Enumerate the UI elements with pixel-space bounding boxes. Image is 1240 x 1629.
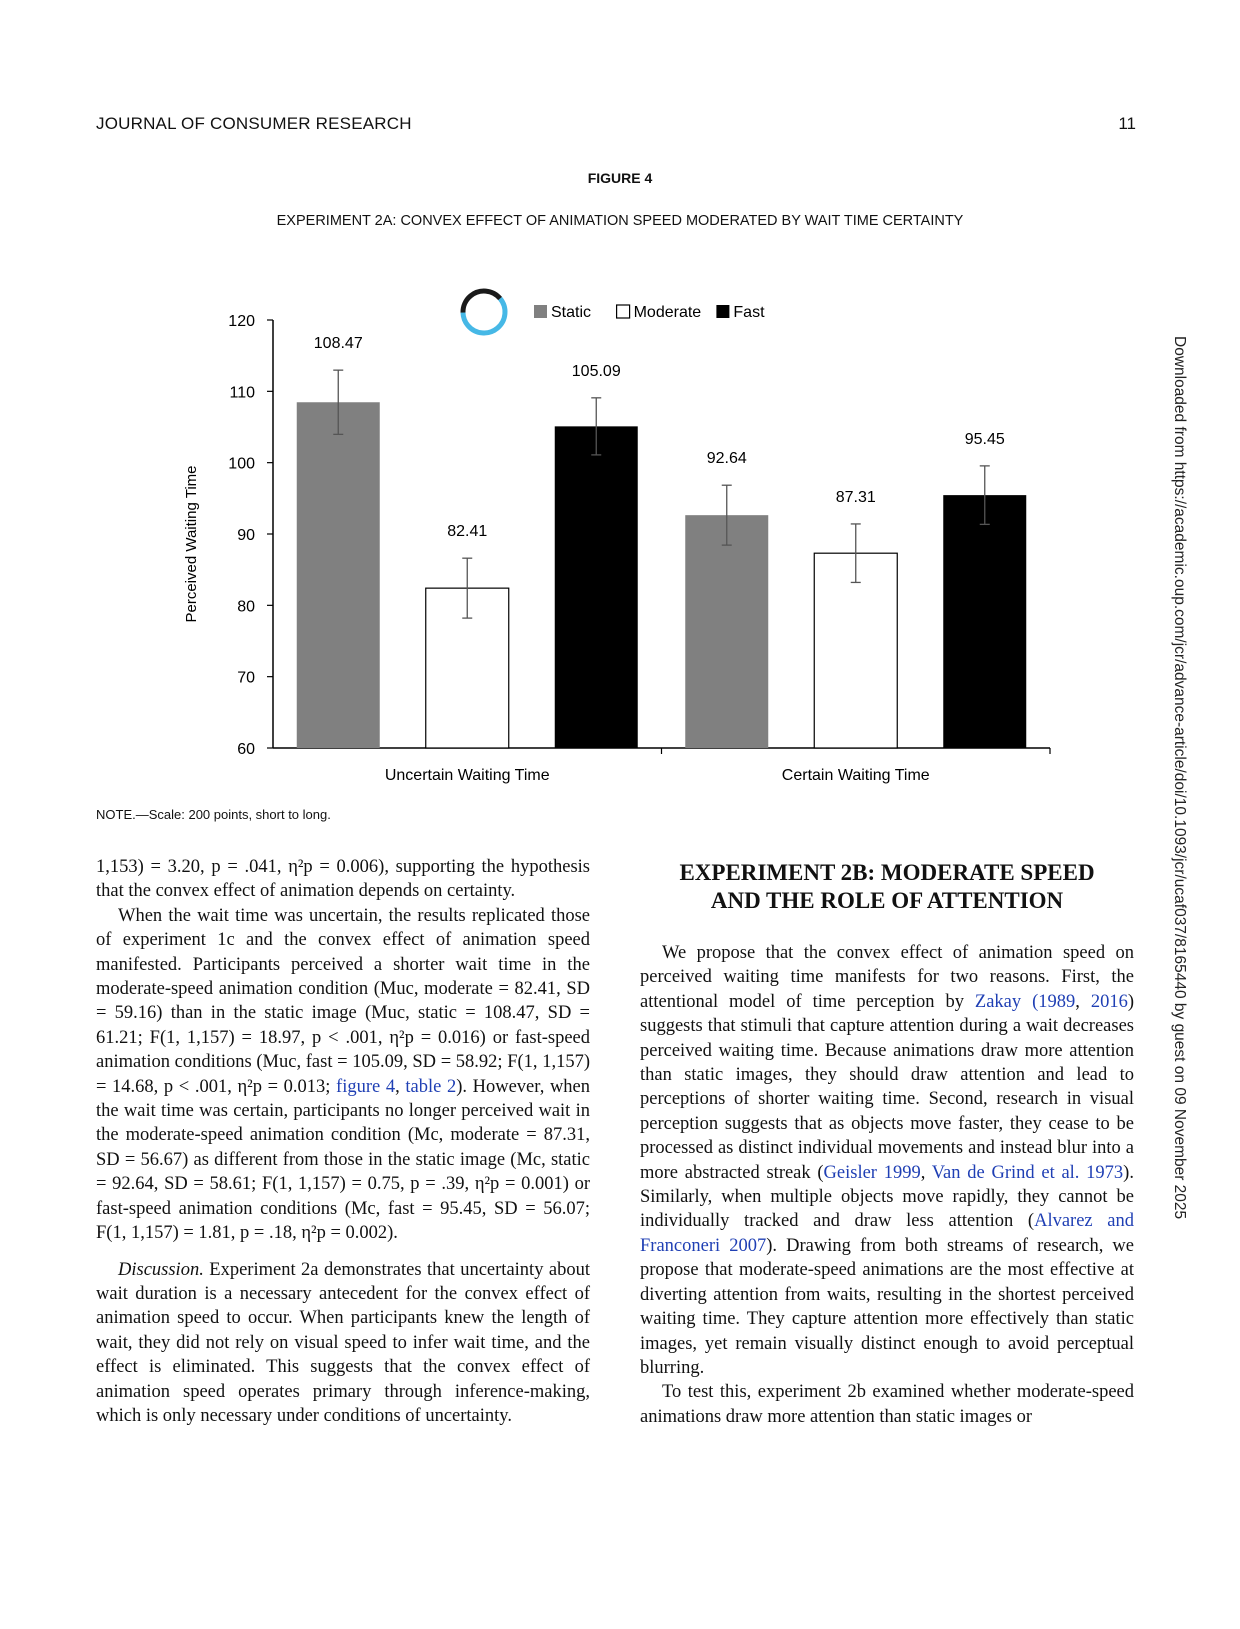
y-tick-label: 80 xyxy=(237,598,255,616)
y-tick-label: 60 xyxy=(237,741,255,758)
paragraph xyxy=(640,941,1134,1380)
bars xyxy=(297,335,1027,784)
data-label: 105.09 xyxy=(571,362,621,380)
text: ). However, when the wait time was certain, participants no longer perceived wait in the moderate-speed animation condition (Mc, moderate = 87.31, SD = 56.67) as different from those in the static image (Mc, static = 92.64, SD = 58.61; F(1, 1,157) = 0.75, p = .39, η²p = 0.001) or fast-speed animation conditions (Mc, fast = 95.45, SD = 56.07; F(1, 1,157) = 1.81, p = .18, η²p = 0.002). xyxy=(96,1076,591,1244)
alvarez-franconeri-link[interactable]: Alvarez and Franconeri 2007 xyxy=(640,1211,1134,1256)
section-heading xyxy=(640,859,1134,915)
y-tick-label: 110 xyxy=(229,384,255,402)
figure-title: EXPERIMENT 2A: CONVEX EFFECT OF ANIMATION SPEED MODERATED BY WAIT TIME CERTAINTY xyxy=(276,213,964,229)
figure-4-link[interactable]: figure 4 xyxy=(336,1076,396,1097)
data-label: 95.45 xyxy=(964,430,1005,448)
text: When the wait time was uncertain, the results replicated those of experiment 1c and the convex effect of animation speed manifested. Participants perceived a shorter wait time in the moderate-speed animation condition (Muc, moderate = 82.41, SD = 59.16) than in the static image (Muc, static = 108.47, SD = 61.21; F(1, 1,157) = 18.97, p < .001, η²p = 0.016) or fast-speed animation conditions (Muc, fast = 105.09, SD = 58.92; F(1, 1,157) = 14.68, p < .001, η²p = 0.013; xyxy=(96,905,590,1097)
loading-spinner-icon xyxy=(454,282,513,341)
data-label: 92.64 xyxy=(706,450,747,468)
van-de-grind-link[interactable]: Van de Grind et al. 1973 xyxy=(931,1162,1124,1183)
heading-line: EXPERIMENT 2B: MODERATE SPEED xyxy=(679,860,1095,885)
text: , xyxy=(1075,991,1091,1012)
y-tick-label: 90 xyxy=(237,527,255,544)
legend-swatch-moderate xyxy=(617,305,630,318)
zakay-2016-link[interactable]: 2016 xyxy=(1090,991,1128,1012)
y-axis-title: Perceived Waiting Time xyxy=(183,465,200,623)
table-2-link[interactable]: table 2 xyxy=(405,1076,457,1097)
text: , xyxy=(920,1162,932,1183)
download-note: Downloaded from https://academic.oup.com/jcr/advance-article/doi/10.1093/jcr/ucaf037/8165440 by guest on 09 November 2025 xyxy=(1171,336,1188,1220)
y-tick-label: 70 xyxy=(237,669,255,687)
data-label: 108.47 xyxy=(313,335,363,353)
legend-label: Fast xyxy=(733,304,765,321)
legend xyxy=(534,304,765,321)
running-head: JOURNAL OF CONSUMER RESEARCH xyxy=(96,114,412,133)
right-column xyxy=(640,855,1134,1429)
data-label: 82.41 xyxy=(447,523,488,541)
legend-swatch-fast xyxy=(716,305,729,318)
zakay-1989-link[interactable]: Zakay (1989 xyxy=(974,991,1076,1012)
bar-fast xyxy=(555,426,638,748)
paragraph xyxy=(96,904,590,1246)
y-tick-label: 100 xyxy=(228,455,255,473)
legend-swatch-static xyxy=(534,305,547,318)
text: We propose that the convex effect of animation speed on perceived waiting time manifests for two reasons. First, the attentional model of time perception by xyxy=(640,943,1134,1012)
text: ). Similarly, when multiple objects move rapidly, they cannot be individually tracked and draw less attention ( xyxy=(640,1162,1134,1232)
y-tick-label: 120 xyxy=(228,313,255,330)
data-label: 87.31 xyxy=(835,488,876,506)
legend-label: Static xyxy=(551,304,592,321)
text: , xyxy=(395,1076,406,1097)
bar-fast xyxy=(943,495,1026,748)
heading-line: AND THE ROLE OF ATTENTION xyxy=(710,888,1064,913)
legend-label: Moderate xyxy=(633,304,702,321)
figure-note: NOTE.—Scale: 200 points, short to long. xyxy=(96,807,331,822)
paragraph: 1,153) = 3.20, p = .041, η²p = 0.006), supporting the hypothesis that the convex effect of animation depends on certainty. xyxy=(96,857,590,902)
geisler-1999-link[interactable]: Geisler 1999 xyxy=(823,1162,921,1183)
x-category-label: Uncertain Waiting Time xyxy=(384,767,550,784)
figure-label: FIGURE 4 xyxy=(587,170,653,186)
text: ). Drawing from both streams of research, we propose that moderate-speed animations are the most effective at diverting attention from waits, resulting in the shortest perceived waiting time. They capture attention more effectively than static images, yet remain visually distinct enough to avoid perceptual blurring. xyxy=(640,1235,1134,1378)
discussion-label: Discussion. xyxy=(118,1259,204,1280)
discussion-paragraph xyxy=(96,1258,590,1429)
page-number: 11 xyxy=(1118,114,1136,133)
x-category-label: Certain Waiting Time xyxy=(781,767,930,784)
text: Experiment 2a demonstrates that uncertainty about wait duration is a necessary antecedent for the convex effect of animation speed to occur. When participants knew the length of wait, they did not rely on visual speed to infer wait time, and the effect is eliminated. This suggests that the convex effect of animation speed operates primary through inference-making, which is only necessary under conditions of uncertainty. xyxy=(96,1259,590,1426)
paragraph: To test this, experiment 2b examined whether moderate-speed animations draw more attention than static images or xyxy=(640,1382,1134,1427)
bar-static xyxy=(297,402,380,748)
left-column xyxy=(96,855,590,1428)
text: ) suggests that stimuli that capture attention during a wait decreases perceived waiting time. Because animations draw more attention than static images, they should draw attention and lead to perceptions of shorter waiting time. Second, research in visual perception suggests that as objects move faster, they cease to be processed as distinct individual movements and instead blur into a more abstracted streak ( xyxy=(640,991,1134,1183)
bar-static xyxy=(685,515,768,748)
bar-chart xyxy=(0,0,1240,800)
